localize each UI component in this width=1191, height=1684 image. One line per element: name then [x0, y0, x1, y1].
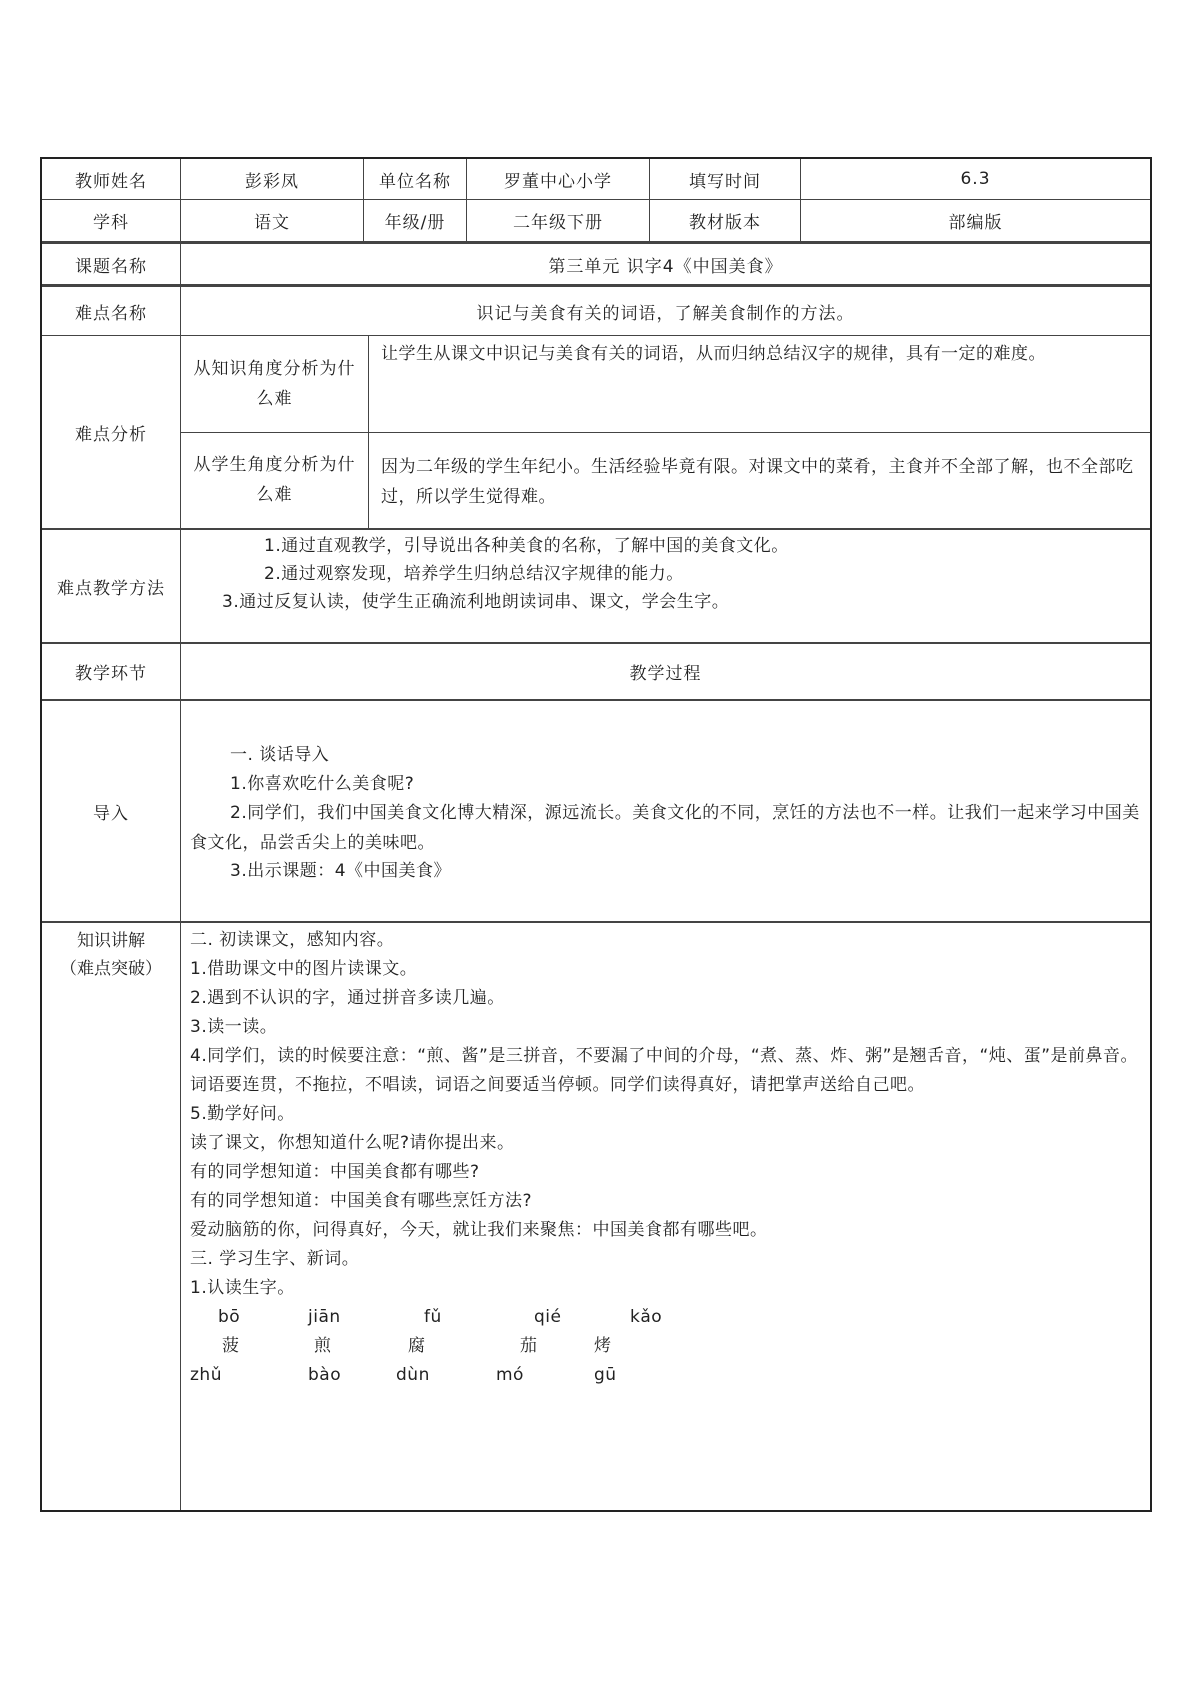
teacher-name: 彭彩凤 [181, 159, 364, 199]
method-item: 2.通过观察发现，培养学生归纳总结汉字规律的能力。 [264, 564, 684, 584]
knowledge-line: 4.同学们，读的时候要注意：“煎、酱”是三拼音，不要漏了中间的介母，“煮、蒸、炸、粥”是翘舌音，“炖、蛋”是前鼻音。词语要连贯，不拖拉，不唱读，词语之间要适当停顿。同学们读得真好，请把掌声送给自己吧。 [190, 1046, 1139, 1095]
knowledge-line: 3.读一读。 [190, 1017, 278, 1037]
lesson-plan-table [40, 157, 1152, 1512]
knowledge-sublabel: （难点突破） [60, 959, 162, 979]
analysis-row [42, 336, 1150, 529]
date-value: 6.3 [960, 169, 991, 189]
student-text: 因为二年级的学生年纪小。生活经验毕竟有限。对课文中的菜肴，主食并不全部了解，也不全部吃过，所以学生觉得难。 [381, 457, 1134, 507]
method-item: 3.通过反复认读，使学生正确流利地朗读词串、课文，学会生字。 [222, 592, 730, 612]
pinyin: zhǔ [190, 1365, 222, 1385]
process-header-row [42, 643, 1150, 700]
knowledge-line: 读了课文，你想知道什么呢?请你提出来。 [190, 1133, 515, 1153]
intro-label: 导入 [42, 701, 181, 921]
topic-label: 课题名称 [42, 244, 181, 284]
hanzi: 烤 [594, 1336, 612, 1356]
knowledge-line: 有的同学想知道：中国美食有哪些烹饪方法? [190, 1191, 533, 1211]
pinyin-row-1 [190, 1303, 1140, 1332]
header-row-1 [42, 159, 1150, 200]
process-left-header: 教学环节 [42, 644, 181, 699]
pinyin: jiān [308, 1307, 341, 1327]
date-label: 填写时间 [650, 159, 801, 199]
analysis-student [181, 432, 1150, 528]
analysis-knowledge [181, 336, 1150, 433]
pinyin-row-2 [190, 1361, 1140, 1390]
pinyin: bào [308, 1365, 342, 1385]
intro-line: 3.出示课题：4《中国美食》 [230, 861, 452, 881]
knowledge-line: 5.勤学好问。 [190, 1104, 295, 1124]
knowledge-line: 1.认读生字。 [190, 1278, 295, 1298]
pinyin: mó [496, 1365, 524, 1385]
knowledge-content [190, 926, 1140, 1390]
knowledge-line: 有的同学想知道：中国美食都有哪些? [190, 1162, 480, 1182]
knowledge-line: 二. 初读课文，感知内容。 [190, 930, 395, 950]
intro-line: 2.同学们，我们中国美食文化博大精深，源远流长。美食文化的不同，烹饪的方法也不一样。让我们一起来学习中国美食文化，品尝舌尖上的美味吧。 [190, 803, 1140, 853]
subject-label: 学科 [42, 200, 181, 241]
difficulty-label: 难点名称 [42, 287, 181, 335]
hanzi: 茄 [520, 1336, 538, 1356]
knowledge-label: 知识讲解 [77, 931, 145, 951]
student-label: 从学生角度分析为什么难 [181, 432, 369, 528]
edition-value: 部编版 [948, 213, 1003, 233]
header-row-2 [42, 200, 1150, 242]
hanzi-row-1 [190, 1332, 1140, 1361]
grade-label: 年级/册 [364, 200, 467, 241]
hanzi: 菠 [222, 1336, 240, 1356]
topic-value: 第三单元 识字4《中国美食》 [548, 256, 783, 277]
pinyin: gū [594, 1365, 617, 1385]
edition-label: 教材版本 [650, 200, 801, 241]
pinyin: fǔ [424, 1307, 442, 1327]
subject-value: 语文 [181, 200, 364, 241]
intro-line: 一. 谈话导入 [230, 745, 330, 765]
knowledge-line: 1.借助课文中的图片读课文。 [190, 959, 418, 979]
methods-row [42, 529, 1150, 643]
intro-line: 1.你喜欢吃什么美食呢? [230, 774, 415, 794]
knowledge-text: 让学生从课文中识记与美食有关的词语，从而归纳总结汉字的规律，具有一定的难度。 [381, 344, 1046, 364]
method-item: 1.通过直观教学，引导说出各种美食的名称，了解中国的美食文化。 [264, 536, 789, 556]
knowledge-row [42, 922, 1150, 1510]
difficulty-value: 识记与美食有关的词语，了解美食制作的方法。 [476, 303, 855, 324]
pinyin: kǎo [630, 1307, 663, 1327]
pinyin: bō [218, 1307, 241, 1327]
knowledge-line: 爱动脑筋的你，问得真好，今天，就让我们来聚焦：中国美食都有哪些吧。 [190, 1220, 768, 1240]
knowledge-label-cell [42, 923, 181, 1510]
teacher-label: 教师姓名 [42, 159, 181, 199]
pinyin: dùn [396, 1365, 430, 1385]
intro-row [42, 700, 1150, 922]
pinyin: qié [534, 1307, 562, 1327]
knowledge-label: 从知识角度分析为什么难 [181, 336, 369, 432]
unit-label: 单位名称 [364, 159, 467, 199]
hanzi: 煎 [314, 1336, 332, 1356]
hanzi: 腐 [408, 1336, 426, 1356]
grade-value: 二年级下册 [467, 200, 650, 241]
methods-label: 难点教学方法 [42, 530, 181, 642]
unit-name: 罗董中心小学 [467, 159, 650, 199]
knowledge-line: 2.遇到不认识的字，通过拼音多读几遍。 [190, 988, 505, 1008]
topic-row [42, 242, 1150, 285]
difficulty-row [42, 285, 1150, 336]
process-right-header: 教学过程 [629, 664, 702, 684]
analysis-label: 难点分析 [42, 336, 181, 528]
knowledge-line: 三. 学习生字、新词。 [190, 1249, 360, 1269]
